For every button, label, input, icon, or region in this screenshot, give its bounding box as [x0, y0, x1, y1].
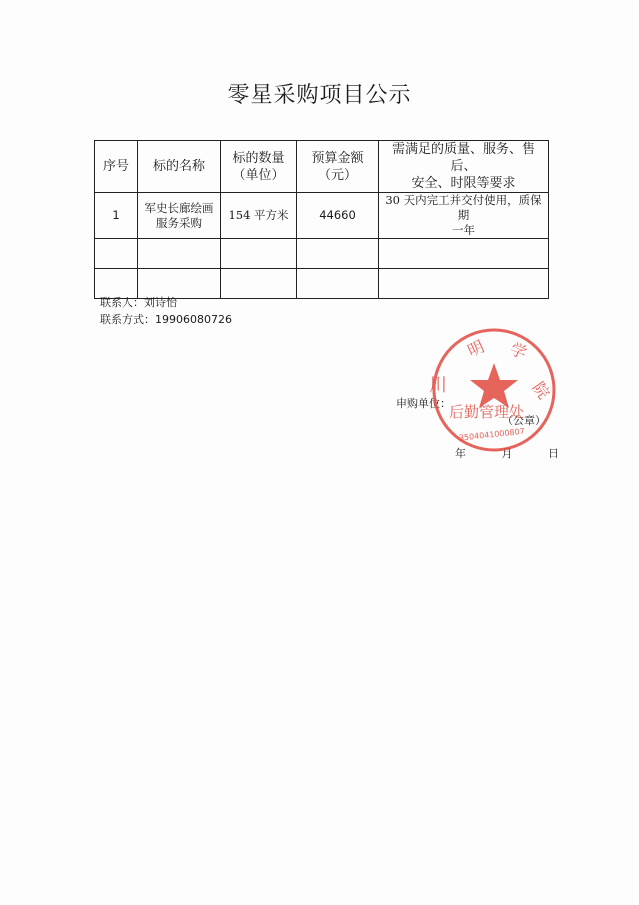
cell-budget: 44660 — [297, 193, 379, 239]
seal-char: 院 — [528, 378, 554, 403]
contact-method: 联系方式：19906080726 — [100, 313, 232, 326]
seal-code-text: 3504041000807 — [458, 426, 526, 443]
applicant-label: 申购单位： — [396, 397, 451, 410]
seal-star-icon — [470, 363, 518, 408]
stamp-note: （公章） — [502, 414, 546, 427]
cell-requirements: 30 天内完工并交付使用，质保期 一年 — [379, 193, 549, 239]
official-seal-icon — [429, 325, 559, 455]
cell-item-name: 军史长廊绘画 服务采购 — [138, 193, 221, 239]
page-title: 零星采购项目公示 — [227, 83, 412, 108]
date-month: 月 — [501, 447, 513, 460]
header-item-name: 标的名称 — [138, 141, 221, 193]
table-row — [95, 193, 549, 239]
header-budget: 预算金额 （元） — [297, 141, 379, 193]
seal-char: 川 — [429, 375, 447, 396]
seal-unit-text: 后勤管理处 — [449, 403, 525, 421]
table-row-empty — [95, 239, 549, 269]
header-requirements: 需满足的质量、服务、售后、 安全、时限等要求 — [379, 141, 549, 193]
seal-char: 学 — [507, 339, 530, 363]
cell-quantity: 154 平方米 — [221, 193, 297, 239]
cell-index: 1 — [95, 193, 138, 239]
date-day: 日 — [548, 447, 559, 460]
seal-char: 明 — [464, 336, 488, 361]
header-quantity: 标的数量 （单位） — [221, 141, 297, 193]
procurement-table — [94, 140, 549, 299]
contact-person: 联系人：刘诗怡 — [100, 296, 177, 309]
date-year: 年 — [455, 447, 466, 460]
table-header-row — [95, 141, 549, 193]
header-index: 序号 — [95, 141, 138, 193]
